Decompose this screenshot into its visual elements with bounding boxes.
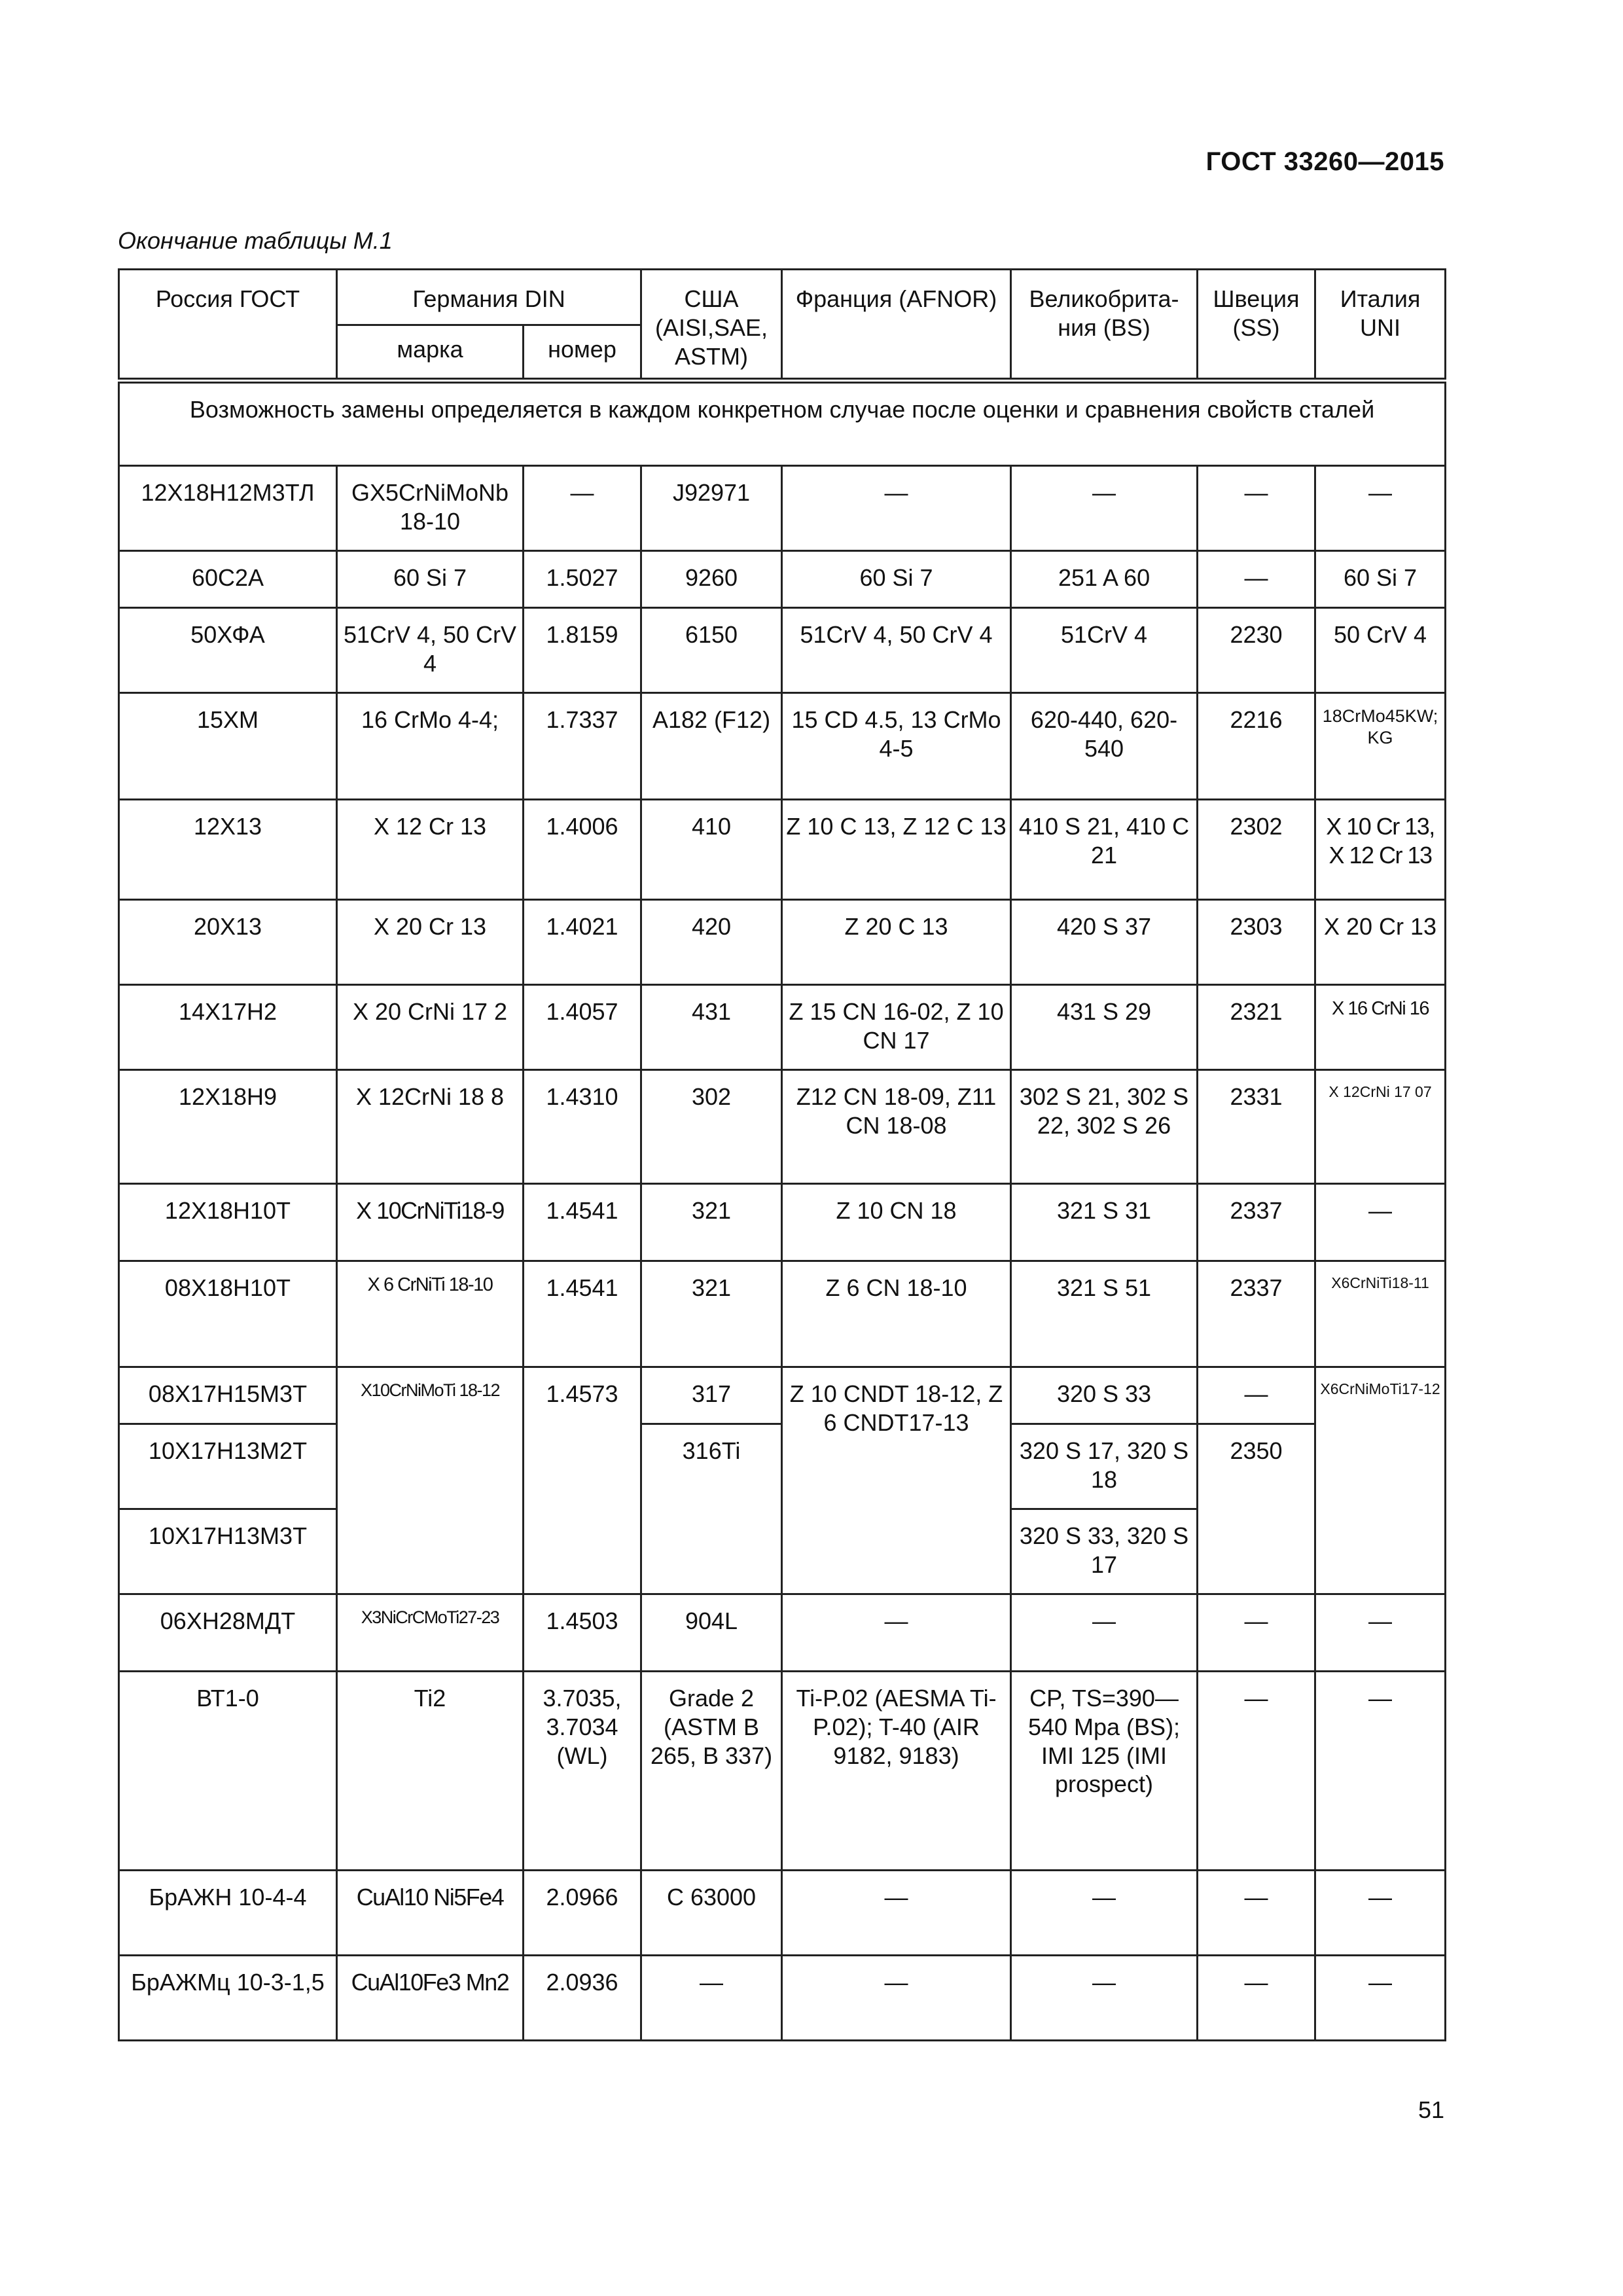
table-cell: 2337 <box>1198 1261 1315 1367</box>
table-cell: 1.4310 <box>524 1069 641 1183</box>
header-france: Франция (AFNOR) <box>782 270 1011 381</box>
table-row <box>119 1955 1446 2040</box>
table-cell: 2.0966 <box>524 1870 641 1955</box>
table-cell: 2331 <box>1198 1069 1315 1183</box>
table-cell: 316Ti <box>641 1424 782 1594</box>
table-cell: — <box>1011 1955 1198 2040</box>
table-cell: Z 20 C 13 <box>782 899 1011 984</box>
table-cell: БрАЖМц 10-3-1,5 <box>119 1955 337 2040</box>
table-cell: 20Х13 <box>119 899 337 984</box>
table-row <box>119 1183 1446 1261</box>
table-cell: 15 CD 4.5, 13 CrMo 4-5 <box>782 692 1011 799</box>
table-cell: 420 S 37 <box>1011 899 1198 984</box>
table-cell: — <box>1198 1594 1315 1671</box>
table-cell: X 20 Cr 13 <box>337 899 524 984</box>
table-cell: 12Х13 <box>119 799 337 899</box>
table-row <box>119 1261 1446 1367</box>
table-cell: 1.4021 <box>524 899 641 984</box>
header-germany-grade: марка <box>337 325 524 380</box>
table-cell: X 16 CrNi 16 <box>1315 984 1446 1069</box>
table-cell: — <box>1198 1955 1315 2040</box>
table-row <box>119 899 1446 984</box>
table-cell: 1.7337 <box>524 692 641 799</box>
table-cell: Grade 2 (ASTM B 265, B 337) <box>641 1671 782 1870</box>
table-cell: 431 <box>641 984 782 1069</box>
table-cell: C 63000 <box>641 1870 782 1955</box>
table-cell: X 6 CrNiTi 18-10 <box>337 1261 524 1367</box>
table-cell: — <box>1011 1870 1198 1955</box>
table-cell: 1.4006 <box>524 799 641 899</box>
table-cell: 51CrV 4 <box>1011 607 1198 692</box>
table-cell: X 10CrNiTi18-9 <box>337 1183 524 1261</box>
table-cell: A182 (F12) <box>641 692 782 799</box>
table-cell: 904L <box>641 1594 782 1671</box>
table-cell: 1.4573 <box>524 1367 641 1594</box>
table-cell: 317 <box>641 1367 782 1424</box>
table-cell: — <box>1315 1594 1446 1671</box>
table-cell: — <box>1198 465 1315 550</box>
table-row <box>119 1671 1446 1870</box>
table-cell: — <box>782 1955 1011 2040</box>
table-cell: — <box>782 1594 1011 1671</box>
table-row <box>119 1069 1446 1183</box>
table-cell: — <box>1198 1367 1315 1424</box>
table-cell: 321 <box>641 1183 782 1261</box>
table-cell: — <box>1198 1671 1315 1870</box>
table-cell: — <box>782 1870 1011 1955</box>
table-cell: 431 S 29 <box>1011 984 1198 1069</box>
header-italy: Италия UNI <box>1315 270 1446 381</box>
table-cell: 302 S 21, 302 S 22, 302 S 26 <box>1011 1069 1198 1183</box>
table-cell: 2216 <box>1198 692 1315 799</box>
table-cell: 1.4541 <box>524 1183 641 1261</box>
table-cell: 320 S 33, 320 S 17 <box>1011 1509 1198 1594</box>
table-cell: Z12 CN 18-09, Z11 CN 18-08 <box>782 1069 1011 1183</box>
table-row <box>119 607 1446 692</box>
table-cell: 420 <box>641 899 782 984</box>
table-cell: — <box>1011 465 1198 550</box>
table-cell: 251 A 60 <box>1011 550 1198 607</box>
table-cell: 14Х17Н2 <box>119 984 337 1069</box>
table-cell: ВТ1-0 <box>119 1671 337 1870</box>
table-cell: — <box>1315 1955 1446 2040</box>
table-cell: 410 <box>641 799 782 899</box>
table-cell: 12Х18Н12М3ТЛ <box>119 465 337 550</box>
table-cell: — <box>1011 1594 1198 1671</box>
table-caption: Окончание таблицы М.1 <box>118 227 393 254</box>
table-cell: GX5CrNiMoNb 18-10 <box>337 465 524 550</box>
table-cell: — <box>1315 1671 1446 1870</box>
table-cell: — <box>1315 465 1446 550</box>
table-cell: X 12CrNi 17 07 <box>1315 1069 1446 1183</box>
table-cell: 1.4057 <box>524 984 641 1069</box>
table-cell: 60 Si 7 <box>1315 550 1446 607</box>
table-cell: 12Х18Н10Т <box>119 1183 337 1261</box>
table-cell: 9260 <box>641 550 782 607</box>
table-cell: 2321 <box>1198 984 1315 1069</box>
table-row <box>119 1367 1446 1424</box>
table-cell: 302 <box>641 1069 782 1183</box>
table-cell: 2302 <box>1198 799 1315 899</box>
table-cell: CuAl10Fe3 Mn2 <box>337 1955 524 2040</box>
table-cell: — <box>1315 1183 1446 1261</box>
table-cell: 320 S 33 <box>1011 1367 1198 1424</box>
table-cell: CuAl10 Ni5Fe4 <box>337 1870 524 1955</box>
table-row <box>119 799 1446 899</box>
table-cell: 60 Si 7 <box>782 550 1011 607</box>
table-cell: 60 Si 7 <box>337 550 524 607</box>
table-cell: 08Х17Н15М3Т <box>119 1367 337 1424</box>
table-cell: X 12CrNi 18 8 <box>337 1069 524 1183</box>
table-cell: 10Х17Н13М2Т <box>119 1424 337 1509</box>
table-cell: 2303 <box>1198 899 1315 984</box>
table-cell: — <box>641 1955 782 2040</box>
replacement-note: Возможность замены определяется в каждом конкретном случае после оценки и сравнения свойств сталей <box>119 380 1446 465</box>
header-usa: США (AISI,SAE, ASTM) <box>641 270 782 381</box>
table-cell: Z 15 CN 16-02, Z 10 CN 17 <box>782 984 1011 1069</box>
table-row <box>119 465 1446 550</box>
table-cell: 51CrV 4, 50 CrV 4 <box>337 607 524 692</box>
table-cell: — <box>1315 1870 1446 1955</box>
table-cell: 2.0936 <box>524 1955 641 2040</box>
table-cell: X6CrNiTi18-11 <box>1315 1261 1446 1367</box>
table-cell: 50 CrV 4 <box>1315 607 1446 692</box>
table-cell: 321 <box>641 1261 782 1367</box>
table-cell: Z 10 CNDT 18-12, Z 6 CNDT17-13 <box>782 1367 1011 1594</box>
table-cell: Z 6 CN 18-10 <box>782 1261 1011 1367</box>
table-cell: 1.4503 <box>524 1594 641 1671</box>
table-cell: 2230 <box>1198 607 1315 692</box>
table-cell: 1.5027 <box>524 550 641 607</box>
table-cell: 12Х18Н9 <box>119 1069 337 1183</box>
table-cell: — <box>782 465 1011 550</box>
table-cell: 1.8159 <box>524 607 641 692</box>
table-cell: 08Х18Н10Т <box>119 1261 337 1367</box>
header-sweden: Швеция (SS) <box>1198 270 1315 381</box>
table-row <box>119 692 1446 799</box>
table-cell: 18CrMo45KW; KG <box>1315 692 1446 799</box>
table-cell: 321 S 31 <box>1011 1183 1198 1261</box>
table-cell: Ti-P.02 (AESMA Ti-P.02); T-40 (AIR 9182, 9183) <box>782 1671 1011 1870</box>
table-cell: 16 CrMo 4-4; <box>337 692 524 799</box>
table-cell: 321 S 51 <box>1011 1261 1198 1367</box>
table-cell: 15ХМ <box>119 692 337 799</box>
table-cell: 320 S 17, 320 S 18 <box>1011 1424 1198 1509</box>
table-cell: X3NiCrCMoTi27-23 <box>337 1594 524 1671</box>
table-cell: 60С2А <box>119 550 337 607</box>
table-cell: X 20 CrNi 17 2 <box>337 984 524 1069</box>
table-cell: X6CrNiMoTi17-12 <box>1315 1367 1446 1594</box>
table-cell: X 20 Cr 13 <box>1315 899 1446 984</box>
header-uk: Великобрита-ния (BS) <box>1011 270 1198 381</box>
table-cell: CP, TS=390— 540 Mpa (BS); IMI 125 (IMI prospect) <box>1011 1671 1198 1870</box>
header-germany-number: номер <box>524 325 641 380</box>
table-cell: — <box>524 465 641 550</box>
table-cell: 410 S 21, 410 C 21 <box>1011 799 1198 899</box>
table-cell: 2337 <box>1198 1183 1315 1261</box>
table-cell: 50ХФА <box>119 607 337 692</box>
table-cell: X 12 Cr 13 <box>337 799 524 899</box>
steel-equivalents-table <box>118 268 1446 2041</box>
table-cell: Z 10 CN 18 <box>782 1183 1011 1261</box>
header-germany: Германия DIN <box>337 270 641 325</box>
table-cell: БрАЖН 10-4-4 <box>119 1870 337 1955</box>
table-cell: 10Х17Н13М3Т <box>119 1509 337 1594</box>
table-cell: J92971 <box>641 465 782 550</box>
document-standard: ГОСТ 33260—2015 <box>1205 147 1444 176</box>
table-cell: 2350 <box>1198 1424 1315 1594</box>
table-cell: — <box>1198 550 1315 607</box>
table-row <box>119 984 1446 1069</box>
table-cell: 1.4541 <box>524 1261 641 1367</box>
table-cell: 3.7035, 3.7034 (WL) <box>524 1671 641 1870</box>
table-cell: — <box>1198 1870 1315 1955</box>
table-cell: 620-440, 620-540 <box>1011 692 1198 799</box>
header-russia: Россия ГОСТ <box>119 270 337 381</box>
table-cell: 51CrV 4, 50 CrV 4 <box>782 607 1011 692</box>
table-cell: 6150 <box>641 607 782 692</box>
table-cell: Ti2 <box>337 1671 524 1870</box>
table-cell: Z 10 C 13, Z 12 C 13 <box>782 799 1011 899</box>
table-cell: X 10 Cr 13, X 12 Cr 13 <box>1315 799 1446 899</box>
table-row <box>119 1594 1446 1671</box>
table-cell: X10CrNiMoTi 18-12 <box>337 1367 524 1594</box>
page-number: 51 <box>1418 2096 1444 2123</box>
table-cell: 06ХН28МДТ <box>119 1594 337 1671</box>
table-row <box>119 1870 1446 1955</box>
table-row <box>119 550 1446 607</box>
